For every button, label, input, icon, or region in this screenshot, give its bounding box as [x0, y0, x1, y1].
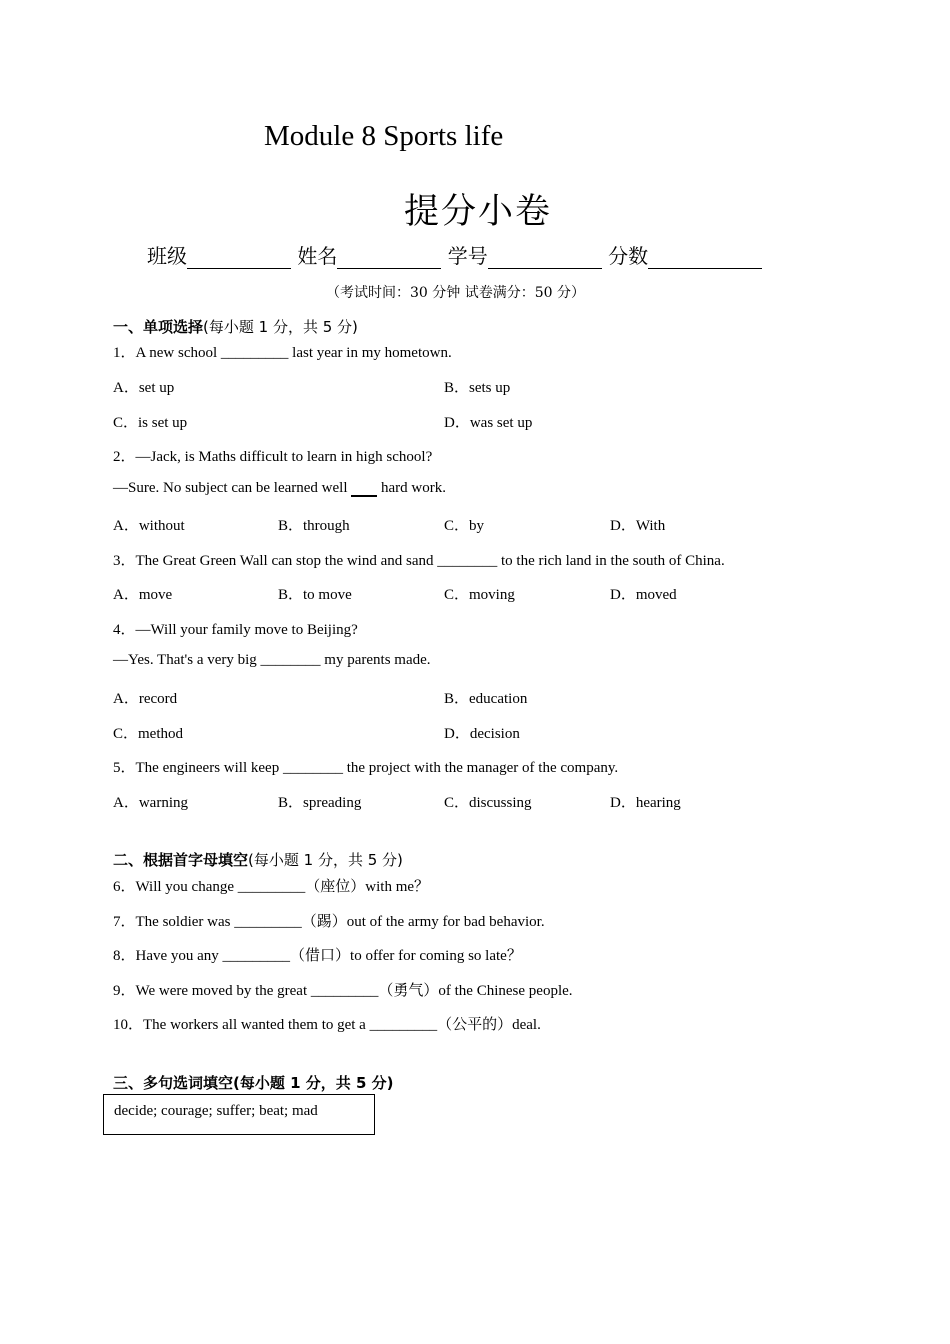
question-9: 9．We were moved by the great _________（勇气）of the Chinese people. [113, 983, 573, 999]
section2-title: 二、根据首字母填空 [113, 851, 249, 869]
word-bank: decide; courage; suffer; beat; mad [114, 1103, 318, 1119]
question-2-stem: 2．—Jack, is Maths difficult to learn in high school? [113, 449, 433, 465]
q3-option-d[interactable]: D．moved [610, 587, 677, 603]
page-subtitle: 提分小卷 [404, 192, 553, 232]
class-label: 班级 [147, 244, 187, 268]
q2-option-c[interactable]: C．by [444, 518, 485, 534]
q2-option-b[interactable]: B．through [278, 518, 350, 534]
student-id-label: 学号 [447, 244, 488, 268]
section3-heading [113, 1072, 393, 1093]
q1-option-a[interactable]: A．set up [113, 380, 175, 396]
q4-option-a[interactable]: A．record [113, 691, 178, 707]
q5-option-a[interactable]: A．warning [113, 795, 188, 811]
section2-note: (每小题 1 分，共 5 分) [248, 851, 403, 869]
question-3-stem: 3．The Great Green Wall can stop the wind and sand ________ to the rich land in the south of China. [113, 553, 725, 569]
question-1-stem: 1．A new school _________ last year in my hometown. [113, 345, 452, 361]
class-blank[interactable] [187, 250, 291, 269]
name-blank[interactable] [337, 250, 441, 269]
question-2-stem-line2: —Sure. No subject can be learned well hard work. [113, 480, 446, 496]
question-6: 6．Will you change _________（座位）with me？ [113, 879, 430, 895]
q3-option-c[interactable]: C．moving [444, 587, 515, 603]
page-title: Module 8 Sports life [264, 120, 504, 152]
question-4-stem-line2: —Yes. That's a very big ________ my parents made. [113, 652, 431, 668]
section3-title: 三、多句选词填空(每小题 1 分，共 5 分) [113, 1074, 394, 1092]
question-5-stem: 5．The engineers will keep ________ the project with the manager of the company. [113, 760, 619, 776]
score-label: 分数 [608, 244, 649, 268]
q4-option-d[interactable]: D．decision [444, 726, 520, 742]
score-blank[interactable] [648, 250, 762, 269]
q3-option-b[interactable]: B．to move [278, 587, 352, 603]
student-info-line [147, 240, 762, 269]
q2-blank[interactable] [351, 481, 377, 497]
q1-option-c[interactable]: C．is set up [113, 415, 188, 431]
exam-time-note: （考试时间：30 分钟 试卷满分：50 分） [326, 285, 585, 301]
section1-heading [113, 316, 358, 337]
q3-option-a[interactable]: A．move [113, 587, 173, 603]
section1-title: 一、单项选择 [113, 318, 204, 336]
q5-option-d[interactable]: D．hearing [610, 795, 681, 811]
q2-option-d[interactable]: D．With [610, 518, 666, 534]
q2-option-a[interactable]: A．without [113, 518, 185, 534]
question-7: 7．The soldier was _________（踢）out of the army for bad behavior. [113, 914, 545, 930]
name-label: 姓名 [297, 244, 338, 268]
word-bank-box [103, 1094, 375, 1135]
section2-heading [113, 849, 403, 870]
student-id-blank[interactable] [488, 250, 602, 269]
q1-option-b[interactable]: B．sets up [444, 380, 511, 396]
question-8: 8．Have you any _________（借口）to offer for coming so late？ [113, 948, 522, 964]
question-4-stem: 4．—Will your family move to Beijing? [113, 622, 358, 638]
q1-option-d[interactable]: D．was set up [444, 415, 533, 431]
section1-note: (每小题 1 分，共 5 分) [203, 318, 358, 336]
q5-option-c[interactable]: C．discussing [444, 795, 532, 811]
question-10: 10．The workers all wanted them to get a _________（公平的）deal. [113, 1017, 541, 1033]
q4-option-c[interactable]: C．method [113, 726, 183, 742]
q4-option-b[interactable]: B．education [444, 691, 528, 707]
q5-option-b[interactable]: B．spreading [278, 795, 362, 811]
